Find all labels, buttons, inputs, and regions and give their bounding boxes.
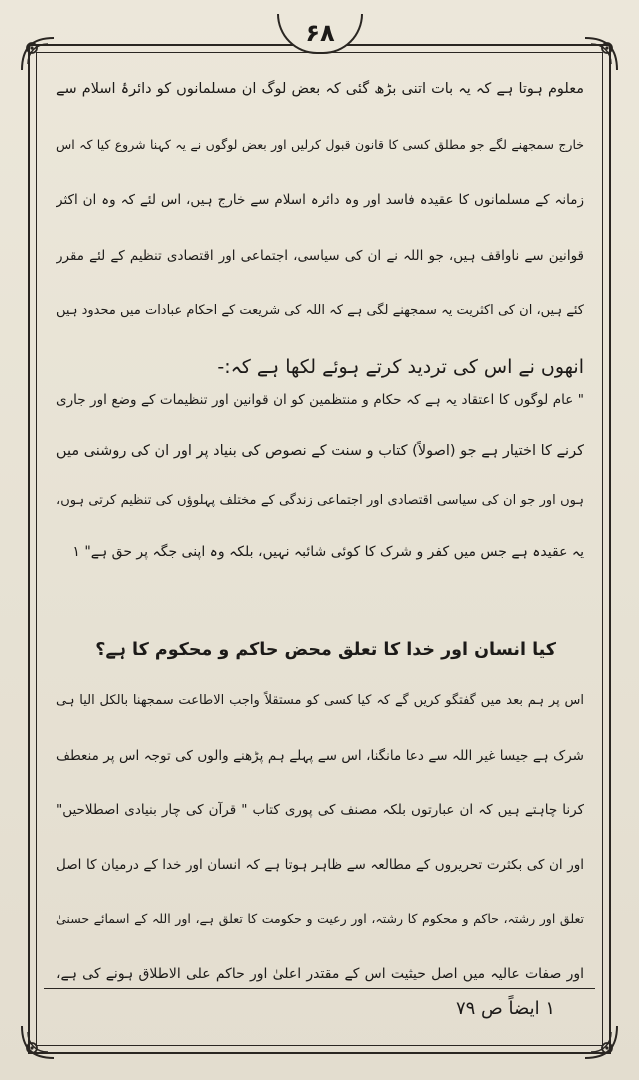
text-line: زمانہ کے مسلمانوں کا عقیدہ فاسد اور وہ دائرہ اسلام سے خارج ہیں، اس لئے کہ وہ ان اکثر (56, 192, 584, 208)
text-line: اور صفات عالیہ میں اصل حیثیت اس کے مقتدر اعلیٰ اور حاکم علی الاطلاق ہونے کی ہے، (56, 965, 584, 982)
footnote: ۱ ایضاً ص ۷۹ (455, 998, 555, 1019)
corner-ornament-icon (18, 1022, 58, 1062)
text-line: اور ان کی بکثرت تحریروں کے مطالعہ سے ظاہر ہوتا ہے کہ انسان اور خدا کے درمیان کا اصل (56, 856, 584, 873)
section-heading: کیا انسان اور خدا کا تعلق محض حاکم و محکوم کا ہے؟ (95, 640, 556, 660)
block-quote (56, 390, 584, 592)
quote-line: یہ عقیدہ ہے جس میں کفر و شرک کا کوئی شائبہ نہیں، بلکہ وہ اپنی جگہ پر حق ہے" ۱ (72, 543, 584, 560)
paragraph-1 (56, 78, 584, 411)
text-line: اس پر ہم بعد میں گفتگو کریں گے کہ کیا کسی کو مستقلاً واجب الاطاعت سمجھنا بالکل الیا ہی (56, 693, 584, 708)
paragraph-2 (56, 690, 584, 1017)
corner-ornament-icon (18, 34, 58, 74)
text-line: قوانین سے ناواقف ہیں، جو اللہ نے ان کی سیاسی، اجتماعی اور اقتصادی تنظیم کے لئے مقرر (56, 247, 584, 264)
quote-line: " عام لوگوں کا اعتقاد یہ ہے کہ حکام و منتظمین کو ان قوانین اور تنظیمات کے وضع اور جاری (56, 392, 584, 408)
corner-ornament-icon (581, 34, 621, 74)
footnote-divider (44, 988, 595, 989)
text-line: خارج سمجھنے لگے جو مطلق کسی کا قانون قبول کرلیں اور بعض لوگوں نے یہ کہنا شروع کیا کہ اس (56, 136, 584, 152)
text-line: شرک ہے جیسا غیر اللہ سے دعا مانگنا، اس سے پہلے ہم پڑھنے والوں کی توجہ اس پر منعطف (56, 747, 584, 764)
text-line: معلوم ہوتا ہے کہ یہ بات اتنی بڑھ گئی کہ بعض لوگ ان مسلمانوں کو دائرۂ اسلام سے (56, 81, 584, 97)
text-line: تعلق اور رشتہ، حاکم و محکوم کا رشتہ، اور رعیت و حکومت کا تعلق ہے، اور اللہ کے اسمائے حسنیٰ (56, 911, 584, 926)
corner-ornament-icon (581, 1022, 621, 1062)
quote-line: کرنے کا اختیار ہے جو (اصولاً) کتاب و سنت کے نصوص کی بنیاد پر اور ان کی روشنی میں (56, 442, 584, 459)
text-line: انھوں نے اس کی تردید کرتے ہوئے لکھا ہے کہ:- (217, 355, 584, 378)
text-line: کرنا چاہتے ہیں کہ ان عبارتوں بلکہ مصنف کی پوری کتاب " قرآن کی چار بنیادی اصطلاحیں" (56, 802, 584, 818)
quote-line: ہوں اور جو ان کی سیاسی اقتصادی اور اجتماعی زندگی کے مختلف پہلوؤں کی تنظیم کرتی ہوں، (56, 493, 584, 508)
page-number: ۶۸ (305, 19, 335, 47)
text-line: کئے ہیں، ان کی اکثریت یہ سمجھنے لگی ہے کہ اللہ کی شریعت کے احکام عبادات میں محدود ہیں (56, 303, 584, 318)
